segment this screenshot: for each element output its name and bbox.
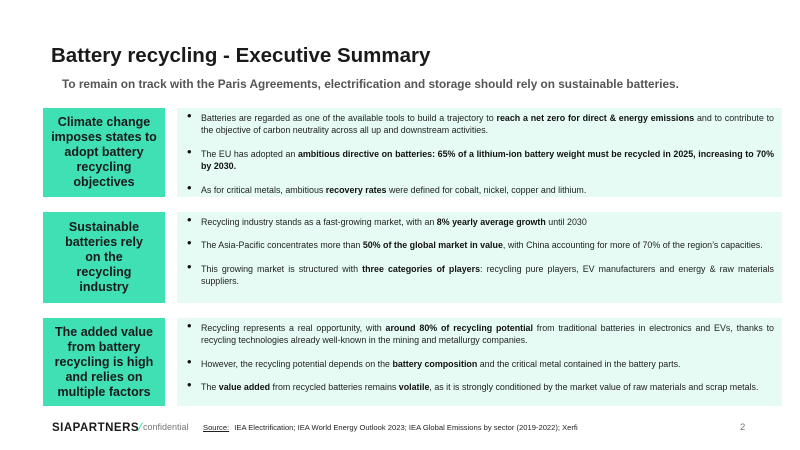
section-industry (43, 212, 782, 303)
section-label: The added value from battery recycling is high and relies on multiple factors (43, 318, 165, 406)
page-title: Battery recycling - Executive Summary (51, 44, 431, 67)
source-label: Source: (203, 423, 230, 432)
bullet-item: • As for critical metals, ambitious recovery rates were defined for cobalt, nickel, copper and lithium. (201, 184, 774, 196)
bullet-item: • However, the recycling potential depends on the battery composition and the critical metal contained in the battery parts. (201, 358, 774, 370)
bullet-item: • The EU has adopted an ambitious directive on batteries: 65% of a lithium-ion battery weight must be recycled in 2025, increasing to 70% by 2030. (201, 148, 774, 173)
bullet-item: • Batteries are regarded as one of the available tools to build a trajectory to reach a net zero for direct & energy emissions and to contribute to the objective of carbon neutrality across all up and downstream activities. (201, 112, 774, 137)
bullet-item: • The value added from recycled batteries remains volatile, as it is strongly conditioned by the market value of raw materials and scrap metals. (201, 381, 774, 393)
section-content (177, 212, 782, 303)
bullet-item: • This growing market is structured with three categories of players: recycling pure players, EV manufacturers and energy & raw materials suppliers. (201, 263, 774, 288)
confidential-label: confidential (143, 422, 189, 432)
page-subtitle: To remain on track with the Paris Agreements, electrification and storage should rely on sustainable batteries. (62, 77, 679, 91)
section-label: Sustainable batteries rely on the recycling industry (43, 212, 165, 303)
page-number: 2 (740, 422, 746, 433)
section-label: Climate change imposes states to adopt battery recycling objectives (43, 108, 165, 197)
bullet-item: • Recycling represents a real opportunity, with around 80% of recycling potential from traditional batteries in electronics and EVs, thanks to recycling technologies already well-known in the mining and metallurgy companies. (201, 322, 774, 347)
bullet-item: • The Asia-Pacific concentrates more than 50% of the global market in value, with China accounting for more of 70% of the region’s capacities. (201, 239, 774, 251)
company-logo: SIAPARTNERS⁄ (52, 422, 142, 434)
section-added-value (43, 318, 782, 406)
source-note (203, 423, 578, 432)
bullet-item: • Recycling industry stands as a fast-growing market, with an 8% yearly average growth until 2030 (201, 216, 774, 228)
section-content (177, 318, 782, 406)
source-text: IEA Electrification; IEA World Energy Outlook 2023; IEA Global Emissions by sector (2019-2022); Xerfi (234, 423, 578, 432)
section-content (177, 108, 782, 197)
section-climate (43, 108, 782, 197)
